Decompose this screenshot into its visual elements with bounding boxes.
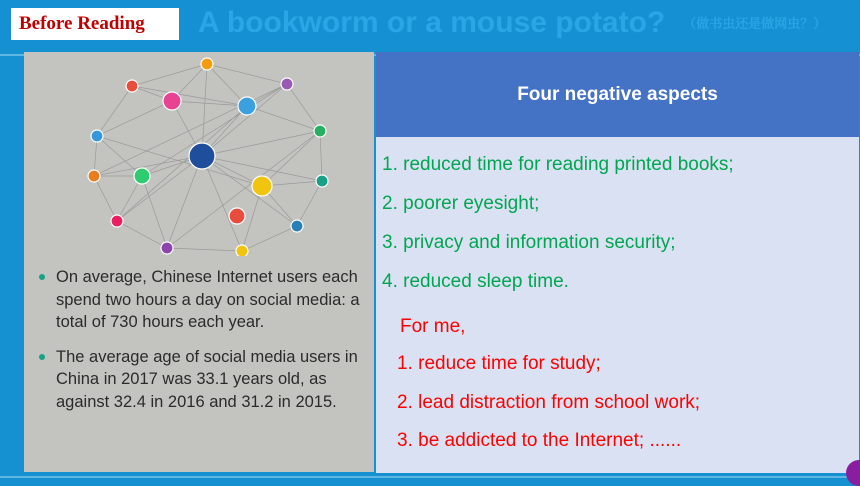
section-tab-label: Before Reading (19, 13, 145, 34)
fact-list (34, 266, 364, 425)
slide-title (198, 6, 826, 40)
header-bar (0, 0, 860, 48)
slide-title-en: A bookworm or a mouse potato? (198, 6, 666, 39)
fact-item: The average age of social media users in China in 2017 was 33.1 years old, as against 32.4 in 2016 and 31.2 in 2015. (34, 346, 364, 414)
personal-item: 3. be addicted to the Internet; ...... (397, 430, 682, 451)
personal-item: 2. lead distraction from school work; (397, 392, 701, 413)
aspect-item: 3. privacy and information security; (382, 232, 676, 253)
section-tab[interactable] (11, 8, 179, 40)
aspects-panel (376, 52, 859, 473)
personal-item: 1. reduce time for study; (397, 353, 601, 374)
for-me-label: For me, (400, 316, 466, 337)
aspects-heading: Four negative aspects (376, 52, 859, 137)
network-sphere-illustration (72, 56, 342, 256)
corner-decoration (846, 460, 860, 486)
aspect-item: 4. reduced sleep time. (382, 271, 569, 292)
footer-divider (0, 476, 860, 478)
aspect-item: 1. reduced time for reading printed books; (382, 154, 734, 175)
fact-item: On average, Chinese Internet users each spend two hours a day on social media: a total of 730 hours each year. (34, 266, 364, 334)
aspect-item: 2. poorer eyesight; (382, 193, 540, 214)
textbook-photo (24, 52, 374, 472)
slide-title-cn: （做书虫还是做网虫？） (683, 16, 827, 31)
